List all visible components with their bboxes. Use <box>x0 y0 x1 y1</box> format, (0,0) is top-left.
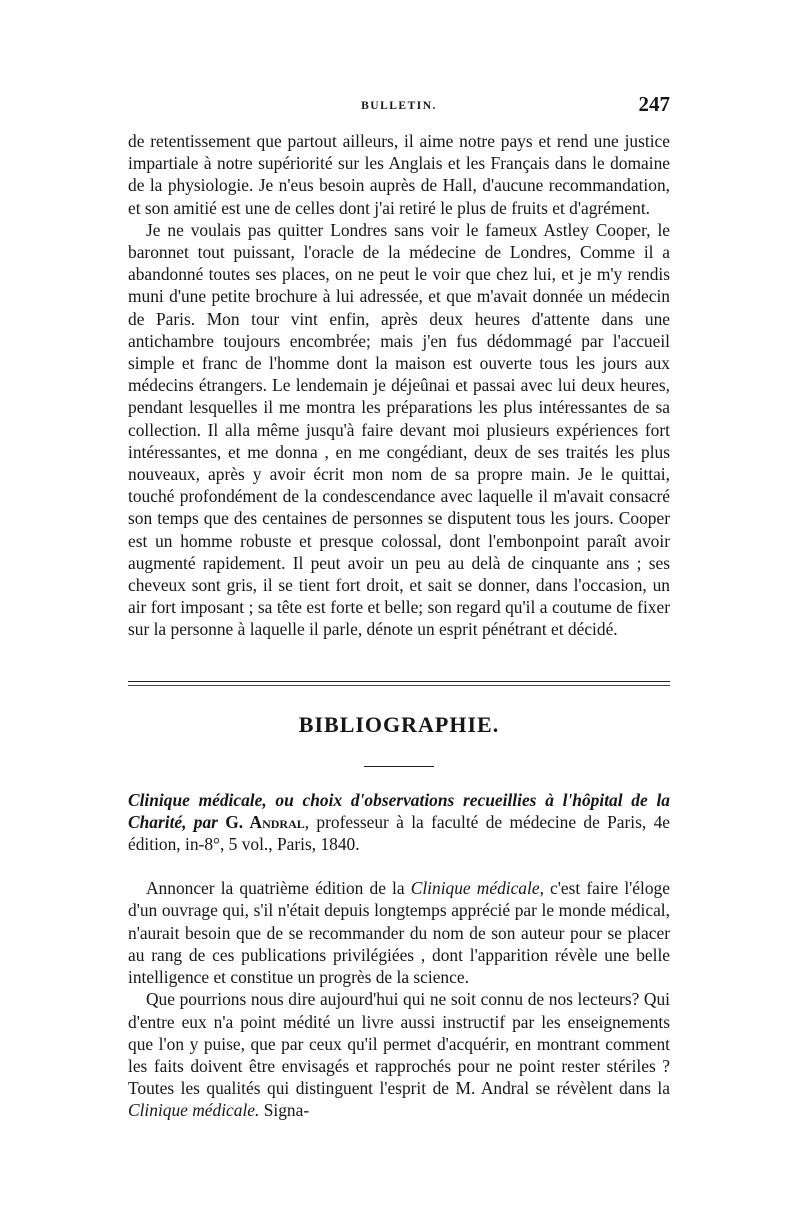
review-text: Annoncer la quatrième édition de la <box>146 878 405 899</box>
book-page <box>128 92 670 1172</box>
article-continuation <box>128 130 670 641</box>
book-details: , professeur à la faculté de médecine de Paris, 4e édition, in-8°, 5 vol., Paris, 1840. <box>128 811 670 855</box>
book-review <box>128 877 670 1121</box>
review-paragraph <box>128 988 670 1121</box>
review-paragraph <box>128 877 670 988</box>
section-divider <box>128 681 670 686</box>
entry-by: , par <box>182 811 218 832</box>
page-number: 247 <box>638 92 670 116</box>
book-author: G. Andral <box>225 811 305 832</box>
review-text: Signa- <box>259 1100 310 1121</box>
review-text: , c'est faire l'éloge d'un ouvrage qui, s'il n'était depuis longtemps apprécié par le monde médical, n'aurait besoin que de se recommander du nom de son auteur pour se placer au rang de ces publications privilégiées , dont l'apparition révèle une belle intelligence et constitue un progrès de la science. <box>128 878 670 988</box>
heading-rule <box>364 766 434 767</box>
running-title: BULLETIN. <box>361 100 437 112</box>
review-text: Que pourrions nous dire aujourd'hui qui ne soit connu de nos lecteurs? Qui d'entre eux n'a point médité un livre aussi instructif par les enseignements que l'on y puise, que par ceux qu'il permet d'acquérir, en montrant comment les faits doivent être envisagés et rapprochés pour ne point rester stériles ? Toutes les qualités qui distinguent l'esprit de M. Andral se révèlent dans la <box>128 989 670 1099</box>
article-paragraph: Je ne voulais pas quitter Londres sans voir le fameux Astley Cooper, le baronnet tout puissant, l'oracle de la médecine de Londres, Comme il a abandonné toutes ses places, on ne peut le voir que chez lui, et je m'y rendis muni d'une petite brochure à lui adressée, et que m'avait donnée un médecin de Paris. Mon tour vint enfin, après deux heures d'attente dans une antichambre toujours encombrée; mais j'en fus dédommagé par l'accueil simple et franc de l'homme dont la maison est ouverte tous les jours aux médecins étrangers. Le lendemain je déjeûnai et passai avec lui deux heures, pendant lesquelles il me montra les préparations les plus intéressantes de sa collection. Il alla même jusqu'à faire devant moi plusieurs expériences fort intéressantes, et me donna , en me congédiant, deux de ses traités les plus nouveaux, après y avoir écrit mon nom de sa propre main. Je le quittai, touché profondément de la condescendance avec laquelle il m'avait consacré son temps que des centaines de personnes se disputent tous les jours. Cooper est un homme robuste et presque colossal, dont l'embonpoint paraît avoir augmenté rapidement. Il peut avoir un peu au delà de cinquante ans ; ses cheveux sont gris, il se tient fort droit, et sait se donner, dans l'occasion, un air fort imposant ; sa tête est forte et belle; son regard qu'il a coutume de fixer sur la personne à laquelle il parle, dénote un esprit pénétrant et décidé. <box>128 219 670 640</box>
section-heading: BIBLIOGRAPHIE. <box>298 711 500 737</box>
review-book-title: Clinique médicale <box>410 878 540 899</box>
review-book-title: Clinique médicale. <box>128 1100 260 1121</box>
running-head <box>128 92 670 130</box>
book-title: Clinique médicale, ou choix d'observations recueillies à l'hôpital de la Charité <box>128 789 670 832</box>
bibliography-entry <box>128 789 670 856</box>
article-paragraph: de retentissement que partout ailleurs, il aime notre pays et rend une justice impartiale à notre supériorité sur les Anglais et les Français dans le domaine de la physiologie. Je n'eus besoin auprès de Hall, d'aucune recommandation, et son amitié est une de celles dont j'ai retiré le plus de fruits et d'agrément. <box>128 131 670 218</box>
